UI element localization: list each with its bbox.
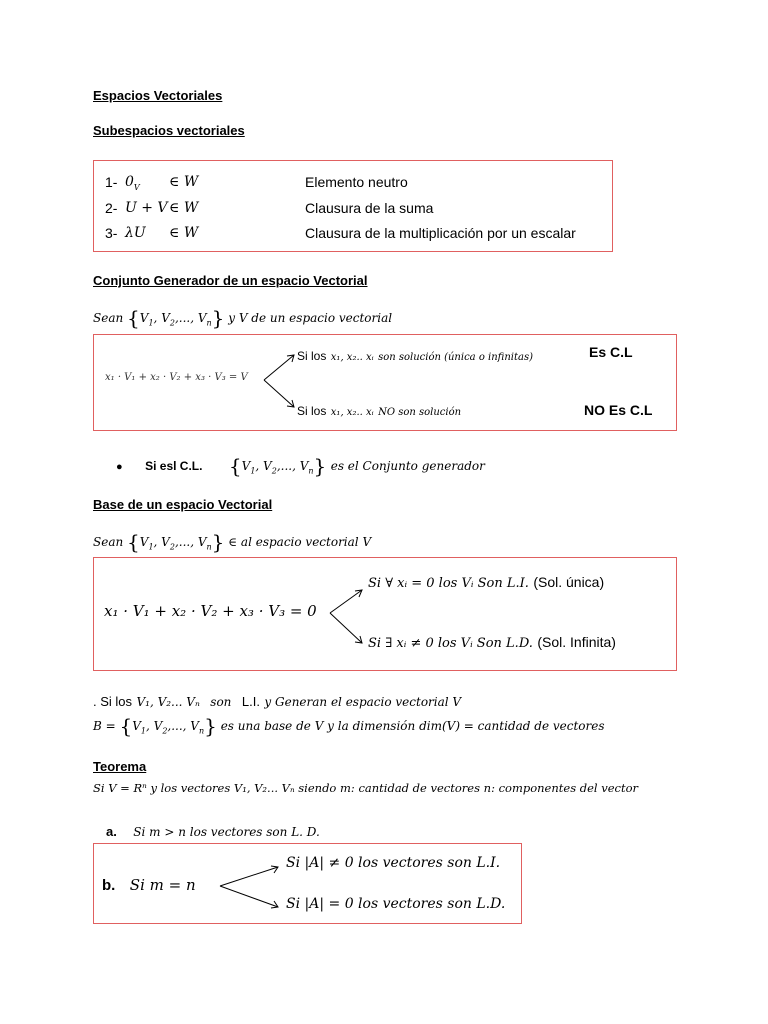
base-top-paren: (Sol. única) [533,574,605,590]
line2-b-eq: B = [93,719,116,733]
base-bot-text: Si ∃ xᵢ ≠ 0 los Vᵢ Son L.D. [368,636,533,651]
line1-si-los: . Si los [93,694,133,709]
generator-bottom-branch [297,402,461,420]
subspace-row-expr [125,225,146,241]
bullet-dot: ● [116,461,123,473]
line1-rest: y Generan el espacio vectorial V [264,695,462,709]
subspace-row [94,225,612,245]
item-b-bottom: Si |A| = 0 los vectores son L.D. [286,896,506,912]
base-line-2: $B = \{V_1$, $V_2$,..., $V_n$} es una base de V y la dimensión dim(V) = cantidad de vectores [93,714,605,738]
bullet-text: es el Conjunto generador [330,459,485,473]
heading-subespacios: Subespacios vectoriales [93,123,245,138]
bot-si-los: Si los [297,404,327,418]
gen-intro-rest: y V de un espacio vectorial [228,311,393,325]
base-intro-rest: ∈ al espacio vectorial V [228,535,372,549]
subspace-row-expr-main: U + V [125,200,168,216]
subspace-row-number: 3- [105,225,118,241]
subspace-row-expr-main: λU [125,225,146,241]
subspace-row-expr [125,200,168,216]
subspace-row-description: Clausura de la multiplicación por un escalar [305,225,576,241]
item-a-label: a. [106,824,117,839]
heading-base: Base de un espacio Vectorial [93,497,273,512]
generator-equation: x₁ · V₁ + x₂ · V₂ + x₃ · V₃ = V [105,372,248,383]
subspace-row-relation: ∈ W [169,225,199,241]
subspace-row-expr-main: 0 [125,174,134,190]
item-b-left [102,876,196,895]
bullet-conjunto-generador [116,454,485,478]
base-equation: x₁ · V₁ + x₂ · V₂ + x₃ · V₃ = 0 [104,602,317,620]
subspace-row-relation: ∈ W [169,200,199,216]
bot-vars: x₁, x₂.. xᵢ [330,407,374,418]
item-a-text: Si m > n los vectores son L. D. [133,825,320,839]
bot-text: NO son solución [378,407,462,418]
subspace-row-relation: ∈ W [169,174,199,190]
subspace-row [94,174,612,194]
item-b-label: b. [102,877,116,894]
base-bottom-branch [368,634,616,652]
bullet-label: Si esl C.L. [145,459,203,473]
subspace-row-number: 1- [105,174,118,190]
subspace-row-description: Clausura de la suma [305,200,434,216]
item-b-top: Si |A| ≠ 0 los vectores son L.I. [286,855,501,871]
base-box [93,557,677,671]
base-intro-sean: Sean [93,535,124,549]
subspace-row-expr [125,174,140,192]
subspace-row-description: Elemento neutro [305,174,408,190]
top-text: son solución (única o infinitas) [378,352,533,363]
item-b-box [93,843,522,924]
item-b-text: Si m = n [129,876,196,894]
line1-li: L.I. [241,694,260,709]
generator-top-branch [297,347,533,365]
subspace-conditions-box [93,160,613,252]
base-intro-line: Sean {$V_1$, $V_2$,..., $V_n$} ∈ al espacio vectorial V [93,530,372,554]
heading-teorema: Teorema [93,759,147,774]
top-vars: x₁, x₂.. xᵢ [330,352,374,363]
base-top-text: Si ∀ xᵢ = 0 los Vᵢ Son L.I. [368,576,529,591]
result-es-cl: Es C.L [589,344,633,360]
heading-conjunto-generador: Conjunto Generador de un espacio Vectorial [93,273,368,288]
subspace-row-expr-sub: V [133,182,140,192]
line1-vars: V₁, V₂... Vₙ [136,695,200,709]
subspace-row-number: 2- [105,200,118,216]
gen-intro-line: Sean {$V_1$, $V_2$,..., $V_n$} y V de un espacio vectorial [93,306,393,330]
gen-intro-sean: Sean [93,311,124,325]
top-si-los: Si los [297,349,327,363]
subspace-row [94,200,612,220]
line2-rest: es una base de V y la dimensión dim(V) = cantidad de vectores [220,719,605,733]
title-espacios-vectoriales: Espacios Vectoriales [93,88,223,103]
base-top-branch [368,574,604,592]
base-line-1 [93,693,461,711]
item-a [106,823,320,841]
set-v1: V [139,311,149,325]
result-no-es-cl: NO Es C.L [584,402,653,418]
generator-box [93,334,677,431]
base-bot-paren: (Sol. Infinita) [537,634,616,650]
bullet-set: {$V_1$, $V_2$,..., $V_n$} [228,454,327,478]
line1-son: son [210,695,232,709]
teorema-line: Si V = Rⁿ y los vectores V₁, V₂... Vₙ siendo m: cantidad de vectores n: componentes del vector [93,781,639,795]
